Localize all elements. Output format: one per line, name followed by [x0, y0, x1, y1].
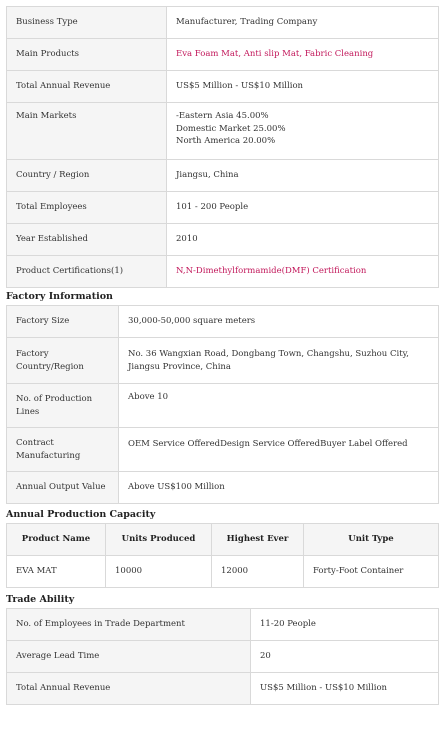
- main-products-link[interactable]: Eva Foam Mat, Anti slip Mat, Fabric Cleaning: [167, 39, 439, 71]
- row-label: Contract Manufacturing: [7, 428, 119, 472]
- row-value: 20: [251, 641, 439, 673]
- row-label: Total Annual Revenue: [7, 673, 251, 705]
- section-title-capacity: Annual Production Capacity: [6, 509, 156, 520]
- row-label: Country / Region: [7, 160, 167, 192]
- row-label: No. of Production Lines: [7, 384, 119, 428]
- table-row: [7, 160, 439, 192]
- row-label: Business Type: [7, 7, 167, 39]
- row-label: Total Annual Revenue: [7, 71, 167, 103]
- row-value: Manufacturer, Trading Company: [167, 7, 439, 39]
- row-label: Main Markets: [7, 103, 167, 160]
- row-label: Factory Size: [7, 306, 119, 338]
- table-row: [7, 428, 439, 472]
- row-value: 11-20 People: [251, 609, 439, 641]
- section-title-trade: Trade Ability: [6, 594, 75, 605]
- table-row: [7, 641, 439, 673]
- row-value: Jiangsu, China: [167, 160, 439, 192]
- row-label: Year Established: [7, 224, 167, 256]
- row-value: 2010: [167, 224, 439, 256]
- row-label: Total Employees: [7, 192, 167, 224]
- market-line: Domestic Market 25.00%: [176, 123, 286, 134]
- trade-ability-table: [6, 608, 439, 705]
- row-label: Product Certifications(1): [7, 256, 167, 288]
- table-row: [7, 71, 439, 103]
- row-value: 30,000-50,000 square meters: [119, 306, 439, 338]
- company-profile: [0, 6, 442, 705]
- row-value: US$5 Million - US$10 Million: [251, 673, 439, 705]
- table-row: [7, 673, 439, 705]
- table-row: [7, 224, 439, 256]
- factory-info-table: [6, 305, 439, 504]
- row-value: Above US$100 Million: [119, 472, 439, 504]
- table-row: [7, 609, 439, 641]
- row-label: Average Lead Time: [7, 641, 251, 673]
- table-cell: Forty-Foot Container: [304, 556, 439, 588]
- table-row: [7, 192, 439, 224]
- company-info-table: [6, 6, 439, 288]
- market-line: North America 20.00%: [176, 136, 276, 146]
- table-cell: 12000: [212, 556, 304, 588]
- table-row: [7, 256, 439, 288]
- column-header: Product Name: [7, 524, 106, 556]
- table-row: [7, 7, 439, 39]
- table-row: [7, 103, 439, 160]
- row-label: Annual Output Value: [7, 472, 119, 504]
- row-value: OEM Service OfferedDesign Service OfferedBuyer Label Offered: [119, 428, 439, 472]
- table-row: [7, 338, 439, 384]
- table-row: [7, 472, 439, 504]
- row-label: Factory Country/Region: [7, 338, 119, 384]
- table-cell: EVA MAT: [7, 556, 106, 588]
- row-value: Above 10: [119, 384, 439, 428]
- table-row: [7, 384, 439, 428]
- row-value: No. 36 Wangxian Road, Dongbang Town, Changshu, Suzhou City, Jiangsu Province, China: [119, 338, 439, 384]
- table-header-row: [7, 524, 439, 556]
- column-header: Highest Ever: [212, 524, 304, 556]
- section-title-factory: Factory Information: [6, 291, 113, 302]
- table-cell: 10000: [106, 556, 212, 588]
- row-value: US$5 Million - US$10 Million: [167, 71, 439, 103]
- table-row: [7, 556, 439, 588]
- row-label: Main Products: [7, 39, 167, 71]
- table-row: [7, 39, 439, 71]
- row-label: No. of Employees in Trade Department: [7, 609, 251, 641]
- main-markets-value: [167, 103, 439, 160]
- capacity-table: [6, 523, 439, 588]
- table-row: [7, 306, 439, 338]
- row-value: 101 - 200 People: [167, 192, 439, 224]
- market-line: -Eastern Asia 45.00%: [176, 111, 269, 121]
- column-header: Unit Type: [304, 524, 439, 556]
- certification-link[interactable]: N,N-Dimethylformamide(DMF) Certification: [167, 256, 439, 288]
- column-header: Units Produced: [106, 524, 212, 556]
